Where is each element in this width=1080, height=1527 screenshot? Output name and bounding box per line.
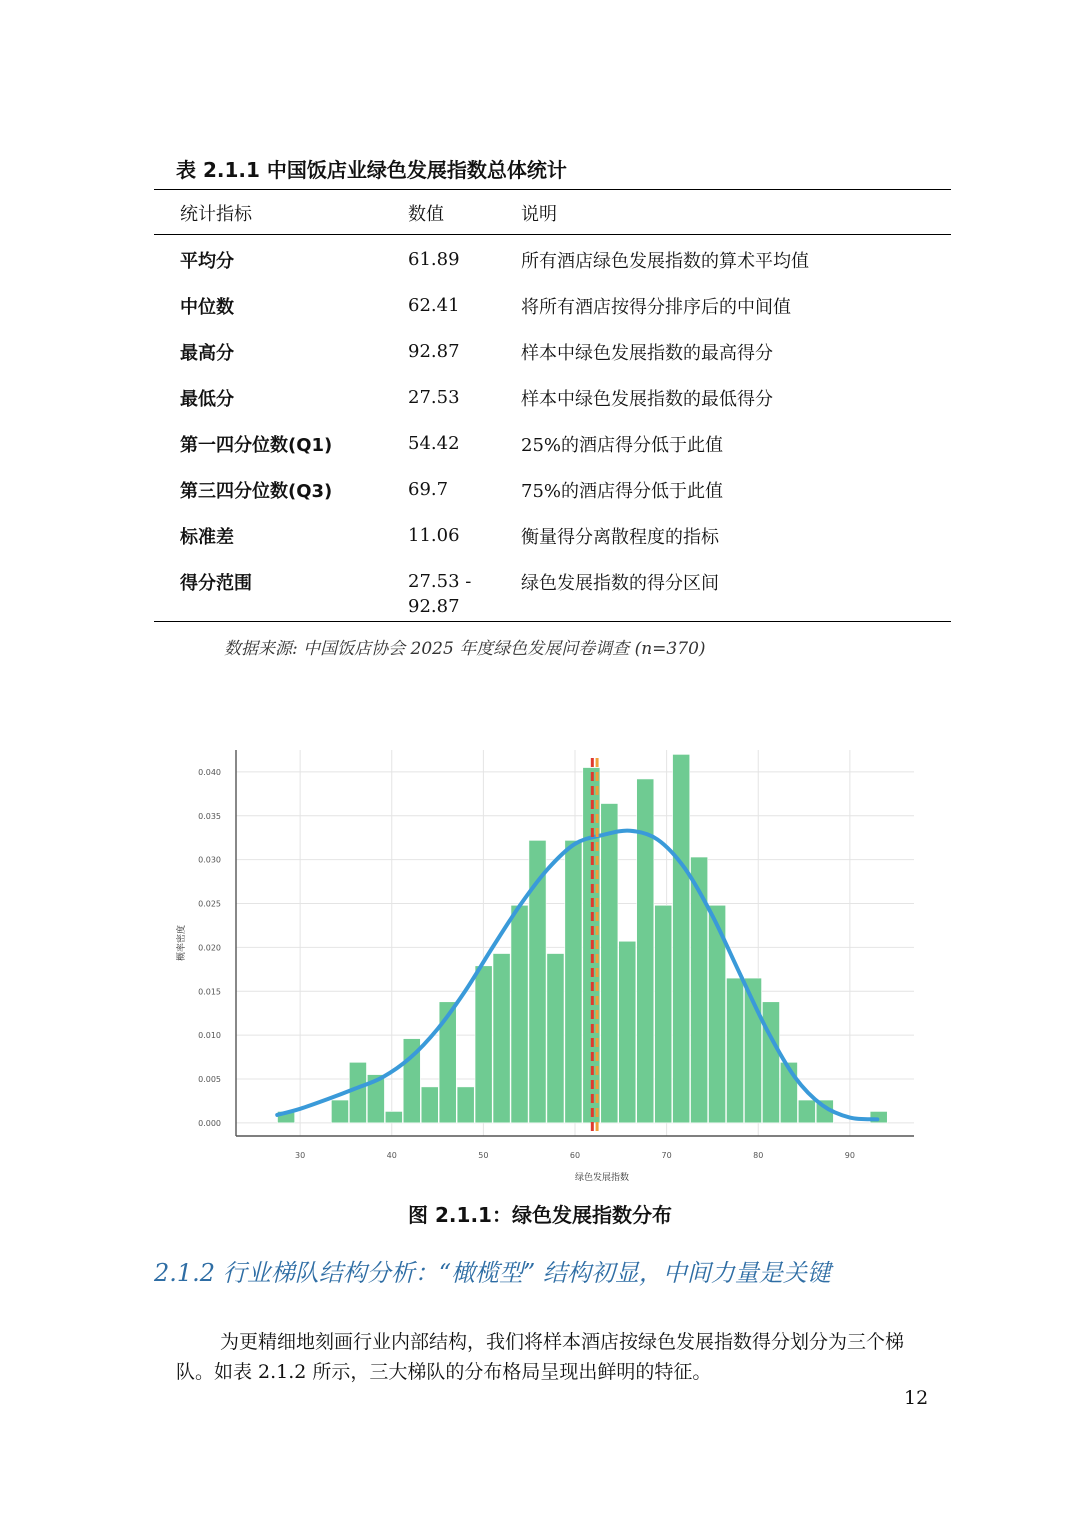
row-description: 75%的酒店得分低于此值 (521, 481, 724, 502)
histogram-bar (547, 954, 564, 1123)
header-value: 数值 (408, 204, 444, 225)
row-description: 样本中绿色发展指数的最高得分 (521, 343, 773, 364)
section-heading: 2.1.2 行业梯队结构分析：“橄榄型” 结构初显，中间力量是关键 (154, 1259, 831, 1287)
table-bottom-rule (154, 621, 951, 622)
histogram-bar (691, 857, 708, 1123)
y-tick-label: 0.040 (198, 767, 221, 777)
y-tick-label: 0.000 (198, 1118, 221, 1128)
row-value: 27.53 - 92.87 (408, 571, 472, 617)
row-metric: 中位数 (180, 297, 234, 318)
body-paragraph: 为更精细地刻画行业内部结构，我们将样本酒店按绿色发展指数得分划分为三个梯队。如表 2.1.2 所示，三大梯队的分布格局呈现出鲜明的特征。 (176, 1331, 905, 1383)
histogram-chart (168, 740, 928, 1190)
row-metric: 最高分 (180, 343, 234, 364)
row-metric: 标准差 (180, 527, 234, 548)
histogram-bar (798, 1100, 815, 1123)
row-value: 92.87 (408, 341, 460, 362)
row-description: 绿色发展指数的得分区间 (521, 573, 719, 594)
row-description: 25%的酒店得分低于此值 (521, 435, 724, 456)
x-tick-label: 50 (478, 1151, 489, 1160)
row-description: 衡量得分离散程度的指标 (521, 527, 719, 548)
row-metric: 第一四分位数(Q1) (180, 435, 333, 456)
row-value: 61.89 (408, 249, 460, 270)
y-tick-label: 0.030 (198, 855, 221, 865)
histogram-bar (421, 1087, 438, 1123)
x-tick-label: 70 (661, 1151, 672, 1160)
histogram-bar (457, 1087, 474, 1123)
row-metric: 最低分 (180, 389, 234, 410)
row-value: 27.53 (408, 387, 460, 408)
row-value: 54.42 (408, 433, 460, 454)
table-top-rule (154, 189, 951, 190)
histogram-bar (493, 954, 510, 1123)
y-tick-label: 0.010 (198, 1031, 221, 1041)
histogram-bar (619, 941, 636, 1123)
table-source-note: 数据来源: 中国饭店协会 2025 年度绿色发展问卷调查 (n=370) (224, 639, 706, 659)
row-value: 69.7 (408, 479, 449, 500)
y-tick-label: 0.020 (198, 943, 221, 953)
histogram-bar (655, 905, 672, 1123)
histogram-bar (601, 804, 618, 1123)
y-tick-label: 0.025 (198, 899, 221, 909)
row-metric: 第三四分位数(Q3) (180, 481, 333, 502)
row-description: 样本中绿色发展指数的最低得分 (521, 389, 773, 410)
histogram-bar (439, 1002, 456, 1123)
header-description: 说明 (521, 204, 557, 225)
histogram-bar (726, 978, 743, 1123)
row-value: 11.06 (408, 525, 460, 546)
row-value: 62.41 (408, 295, 460, 316)
x-axis-label: 绿色发展指数 (574, 1173, 630, 1183)
x-tick-label: 30 (295, 1151, 306, 1160)
x-tick-label: 40 (386, 1151, 397, 1160)
x-tick-label: 80 (753, 1151, 764, 1160)
histogram-bar (475, 966, 492, 1123)
page-number: 12 (904, 1387, 929, 1409)
histogram-bar (349, 1062, 366, 1123)
histogram-bar (331, 1100, 348, 1123)
histogram-bar (511, 905, 528, 1123)
histogram-bar (762, 1002, 779, 1123)
x-tick-label: 60 (569, 1151, 581, 1160)
figure-caption: 图 2.1.1：绿色发展指数分布 (408, 1203, 672, 1227)
chart-bars (278, 754, 888, 1122)
x-tick-label: 90 (844, 1151, 855, 1160)
y-tick-label: 0.015 (198, 987, 221, 997)
y-tick-label: 0.035 (198, 811, 221, 821)
row-description: 所有酒店绿色发展指数的算术平均值 (521, 251, 809, 272)
histogram-bar (385, 1111, 402, 1122)
row-metric: 平均分 (180, 251, 234, 272)
table-header-rule (154, 234, 951, 235)
histogram-bar (673, 754, 690, 1122)
table-title: 表 2.1.1 中国饭店业绿色发展指数总体统计 (176, 158, 567, 182)
histogram-bar (565, 840, 582, 1122)
row-metric: 得分范围 (180, 573, 252, 594)
y-axis-label: 概率密度 (177, 924, 187, 962)
y-tick-label: 0.005 (198, 1074, 221, 1084)
row-description: 将所有酒店按得分排序后的中间值 (521, 297, 791, 318)
header-metric: 统计指标 (180, 204, 252, 225)
